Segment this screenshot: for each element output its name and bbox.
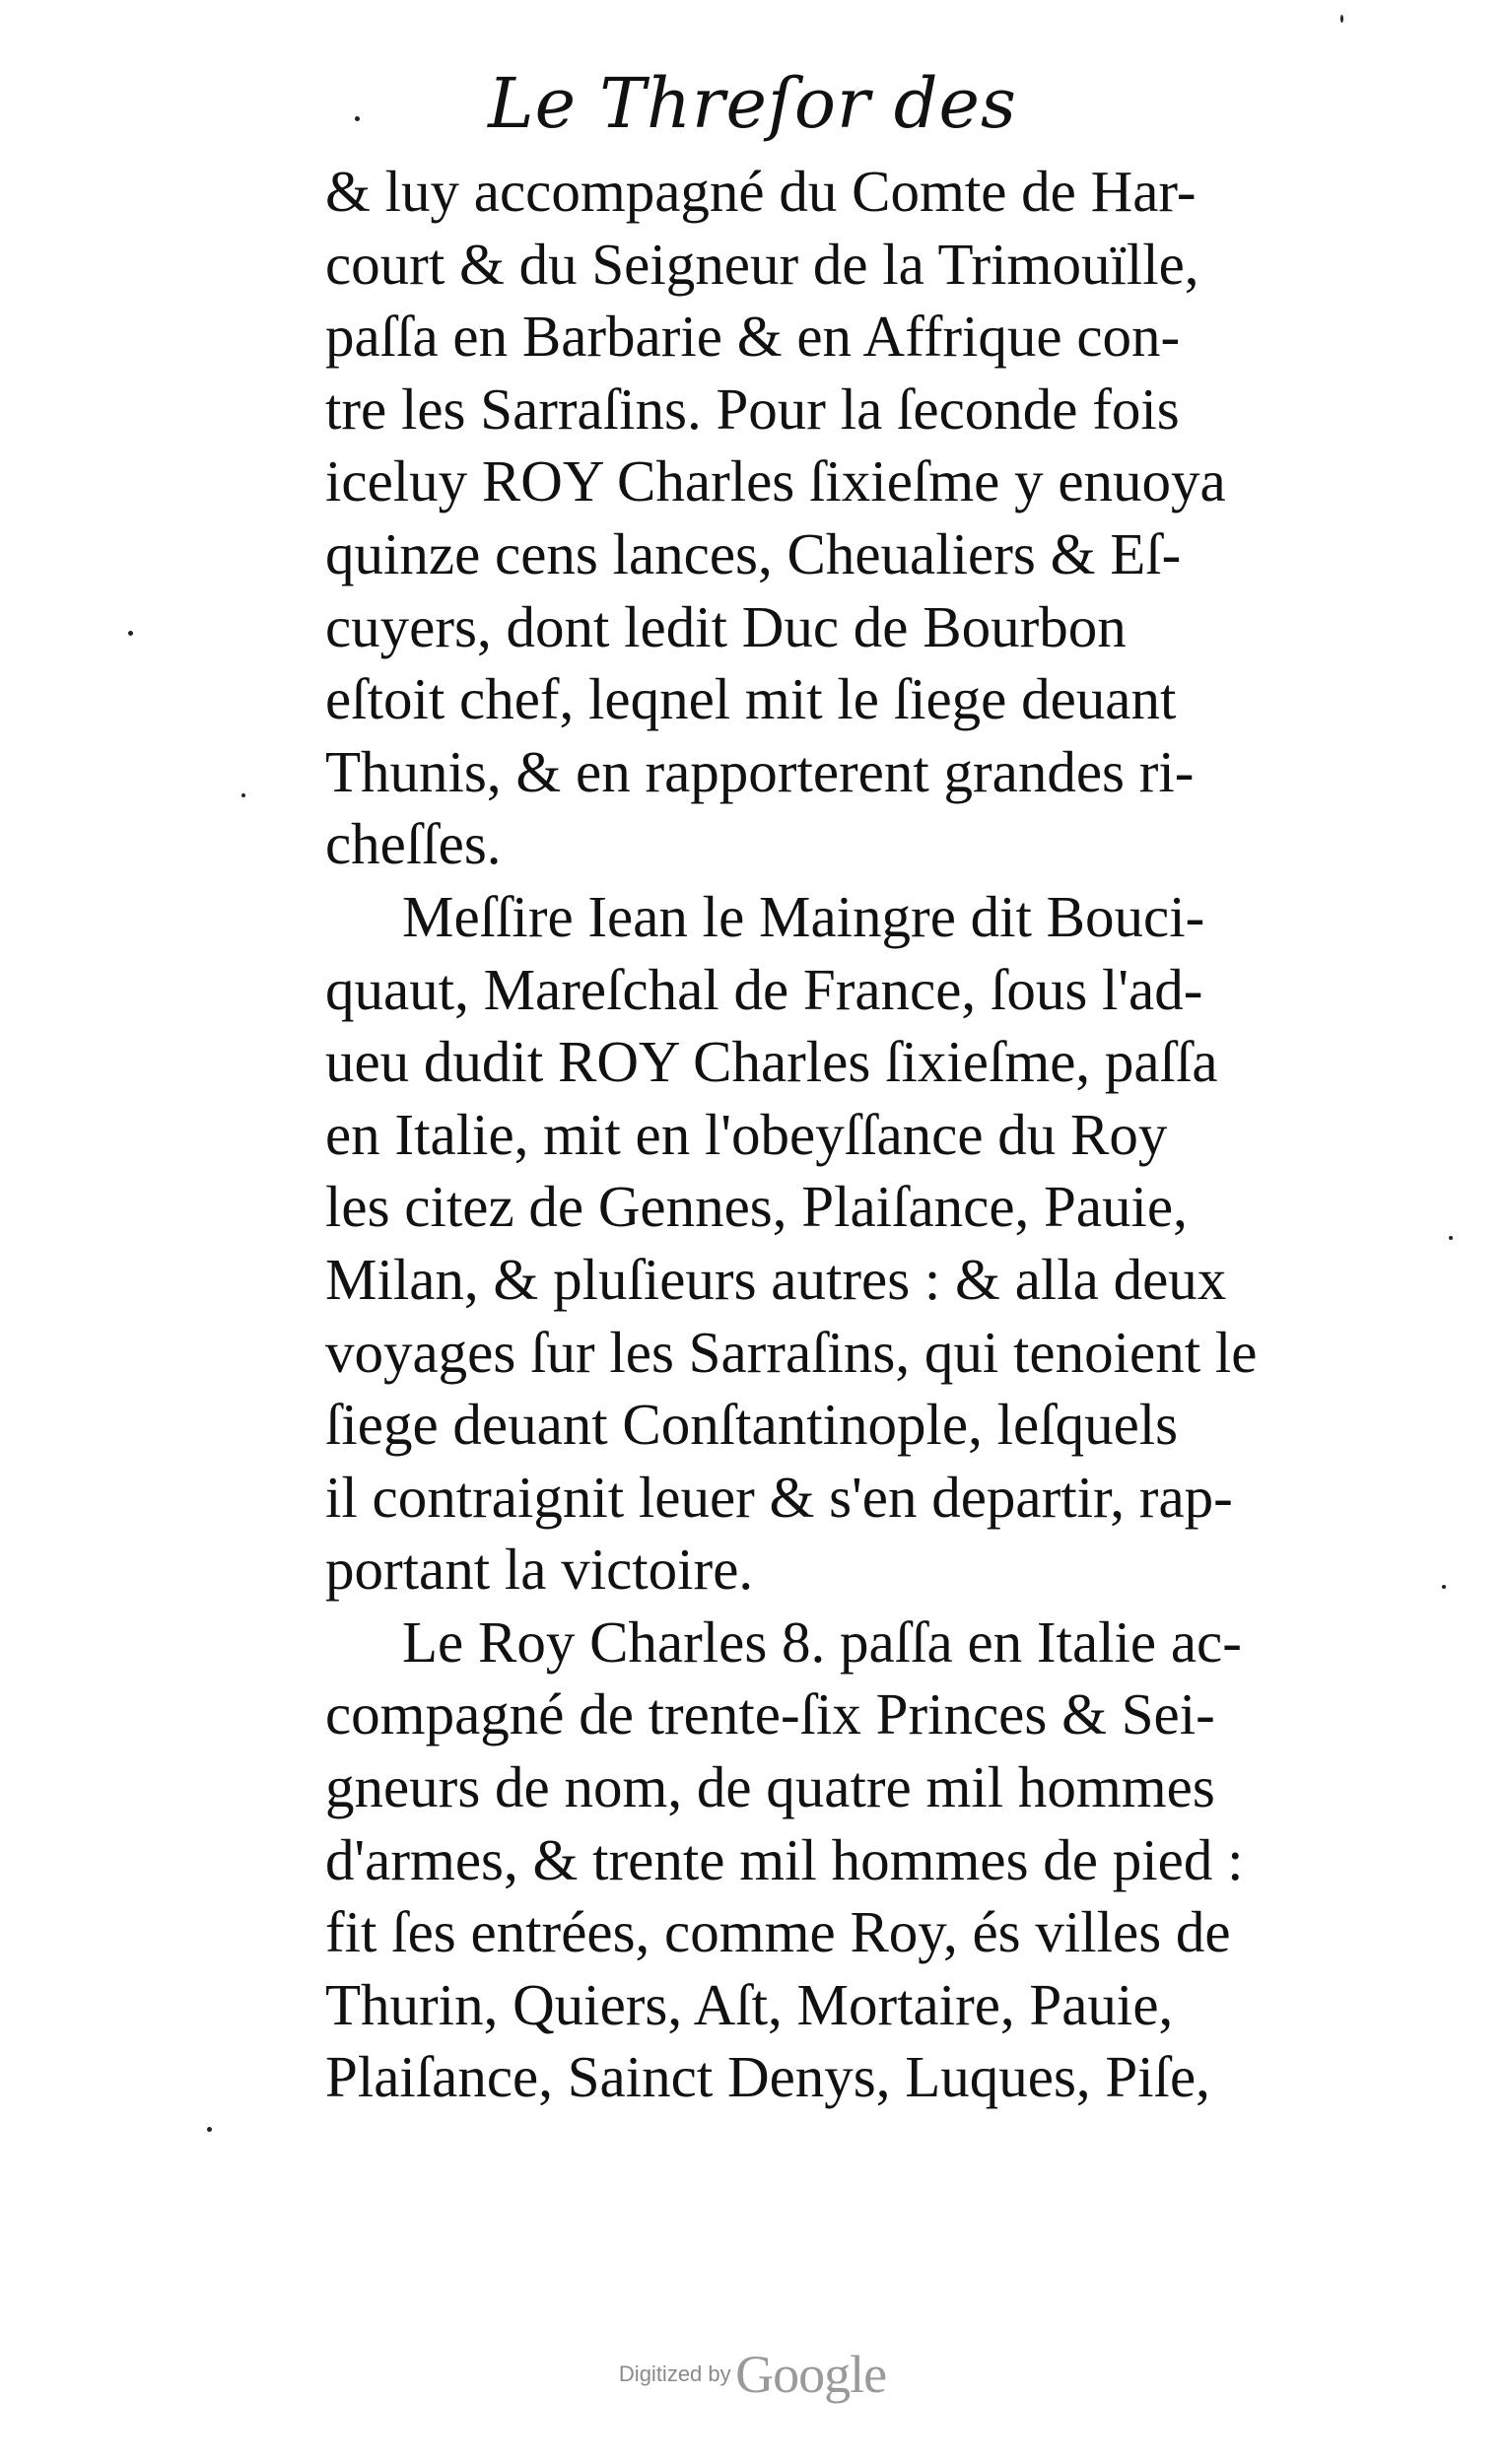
paragraph-1 xyxy=(325,156,1390,881)
text-line: cuyers, dont ledit Duc de Bourbon xyxy=(325,593,1127,659)
running-head: Le Threſor des xyxy=(488,63,1017,144)
text-line: ueu dudit ROY Charles ſixieſme, paſſa xyxy=(325,1029,1218,1095)
scan-speck xyxy=(128,631,133,636)
scan-speck xyxy=(355,116,360,121)
text-line: portant la victoire. xyxy=(325,1537,754,1603)
paragraph-2 xyxy=(325,881,1390,1607)
text-line: d'armes, & trente mil hommes de pied : xyxy=(325,1826,1244,1892)
text-line: les citez de Gennes, Plaiſance, Pauie, xyxy=(325,1174,1188,1240)
google-logo: Google xyxy=(735,2345,887,2404)
digitized-by-label: Digitized by xyxy=(618,2361,731,2386)
text-line: Meſſire Iean le Maingre dit Bouci- xyxy=(402,883,1205,949)
text-line: fit ſes entrées, comme Roy, és villes de xyxy=(325,1899,1231,1965)
text-line: gneurs de nom, de quatre mil hommes xyxy=(325,1754,1215,1820)
text-line: cheſſes. xyxy=(325,811,502,877)
text-line: Milan, & pluſieurs autres : & alla deux xyxy=(325,1246,1227,1312)
text-line: court & du Seigneur de la Trimouïlle, xyxy=(325,231,1199,297)
text-line: compagné de trente-ſix Princes & Sei- xyxy=(325,1681,1215,1747)
scan-speck xyxy=(207,2127,212,2132)
text-line: Thunis, & en rapporterent grandes ri- xyxy=(325,738,1195,804)
text-line: Le Roy Charles 8. paſſa en Italie ac- xyxy=(402,1608,1242,1675)
body-text xyxy=(325,156,1390,2114)
scan-speck xyxy=(1449,1236,1453,1240)
scan-speck xyxy=(1442,1585,1446,1589)
text-line: eſtoit chef, leqnel mit le ſiege deuant xyxy=(325,666,1177,732)
text-line: Plaiſance, Sainct Denys, Luques, Piſe, xyxy=(325,2044,1210,2110)
text-line: voyages ſur les Sarraſins, qui tenoient le xyxy=(325,1319,1258,1385)
text-line: quinze cens lances, Cheualiers & Eſ- xyxy=(325,520,1182,586)
text-line: en Italie, mit en l'obeyſſance du Roy xyxy=(325,1101,1168,1167)
digitized-by-google-watermark xyxy=(0,2344,1505,2405)
text-line: il contraignit leuer & s'en departir, rap- xyxy=(325,1464,1233,1530)
text-line: tre les Sarraſins. Pour la ſeconde fois xyxy=(325,376,1180,442)
text-line: paſſa en Barbarie & en Affrique con- xyxy=(325,304,1181,370)
scan-speck xyxy=(241,793,245,797)
text-line: quaut, Mareſchal de France, ſous l'ad- xyxy=(325,956,1203,1022)
paragraph-3 xyxy=(325,1607,1390,2114)
text-line: & luy accompagné du Comte de Har- xyxy=(325,159,1197,224)
text-line: ſiege deuant Conſtantinople, leſquels xyxy=(325,1392,1179,1458)
scan-speck xyxy=(1340,15,1343,23)
text-line: Thurin, Quiers, Aſt, Mortaire, Pauie, xyxy=(325,1971,1174,2037)
text-line: iceluy ROY Charles ſixieſme y enuoya xyxy=(325,448,1226,514)
